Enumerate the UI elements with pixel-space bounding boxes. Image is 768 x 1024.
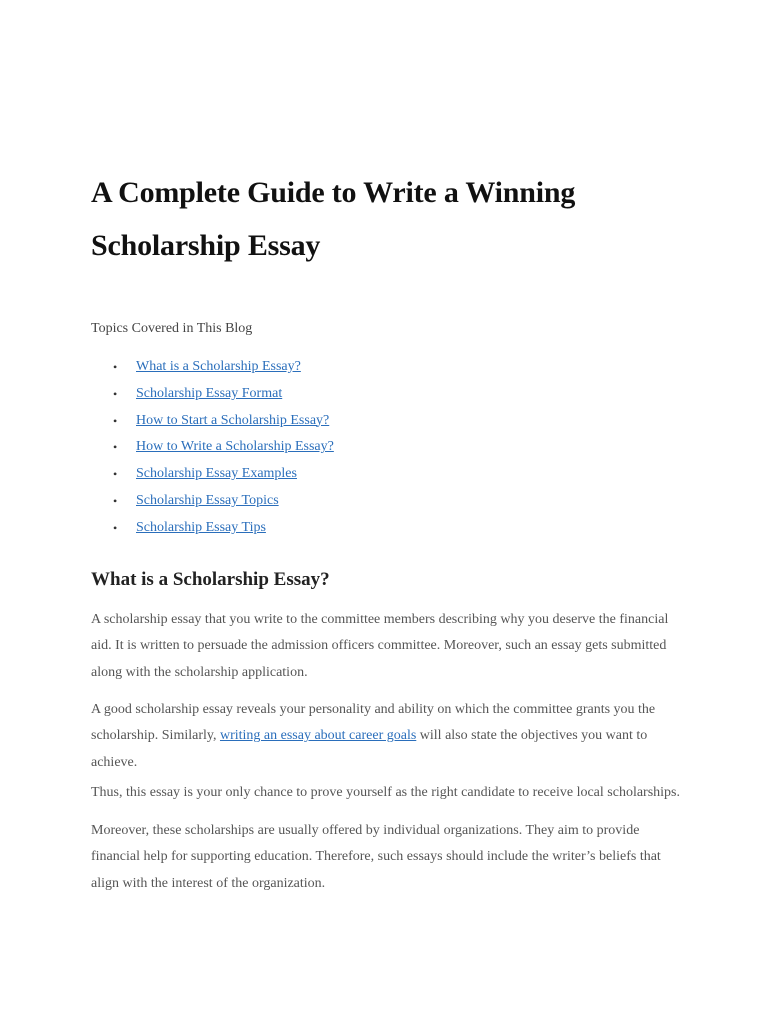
toc-link-how-to-write[interactable]: How to Write a Scholarship Essay? bbox=[136, 439, 334, 455]
toc-item bbox=[91, 384, 691, 411]
title-line-2: Scholarship Essay bbox=[91, 229, 321, 262]
bullet-icon: • bbox=[113, 520, 118, 535]
toc-item bbox=[91, 411, 691, 438]
document-page bbox=[91, 166, 691, 898]
toc-link-examples[interactable]: Scholarship Essay Examples bbox=[136, 466, 297, 482]
table-of-contents bbox=[91, 357, 691, 545]
topics-label: Topics Covered in This Blog bbox=[91, 321, 253, 336]
toc-item bbox=[91, 518, 691, 545]
toc-link-format[interactable]: Scholarship Essay Format bbox=[136, 385, 283, 401]
toc-item bbox=[91, 437, 691, 464]
toc-item bbox=[91, 491, 691, 518]
paragraph-2 bbox=[91, 697, 683, 777]
section-heading: What is a Scholarship Essay? bbox=[91, 568, 330, 590]
bullet-icon: • bbox=[113, 413, 118, 428]
toc-item bbox=[91, 464, 691, 491]
career-goals-link[interactable]: writing an essay about career goals bbox=[219, 728, 417, 744]
bullet-icon: • bbox=[113, 386, 118, 401]
paragraph-2-text-before: A good scholarship essay reveals your personality and ability on which the committee grants you the scholarship. Similarly, bbox=[91, 701, 656, 744]
bullet-icon: • bbox=[113, 440, 118, 455]
bullet-icon: • bbox=[113, 467, 118, 482]
bullet-icon: • bbox=[113, 493, 118, 508]
bullet-icon: • bbox=[113, 360, 118, 374]
title-line-1: A Complete Guide to Write a Winning bbox=[91, 176, 576, 209]
paragraph-3: Thus, this essay is your only chance to prove yourself as the right candidate to receive local scholarships. bbox=[91, 784, 680, 800]
toc-link-how-to-start[interactable]: How to Start a Scholarship Essay? bbox=[136, 412, 330, 428]
paragraph-4: Moreover, these scholarships are usually offered by individual organizations. They aim to provide financial help for supporting education. Therefore, such essays should include the writer’s beliefs that align with the interest of the organization. bbox=[91, 822, 661, 891]
toc-item bbox=[91, 357, 691, 384]
page-title bbox=[91, 166, 691, 272]
paragraph-2-text-after: will also state the objectives you want to achieve. bbox=[91, 728, 648, 771]
toc-link-tips[interactable]: Scholarship Essay Tips bbox=[136, 519, 266, 535]
paragraph-1: A scholarship essay that you write to the committee members describing why you deserve the financial aid. It is written to persuade the admission officers committee. Moreover, such an essay gets submitted along with the scholarship application. bbox=[91, 611, 669, 680]
toc-link-topics[interactable]: Scholarship Essay Topics bbox=[136, 492, 279, 508]
toc-link-what-is[interactable]: What is a Scholarship Essay? bbox=[136, 359, 301, 374]
